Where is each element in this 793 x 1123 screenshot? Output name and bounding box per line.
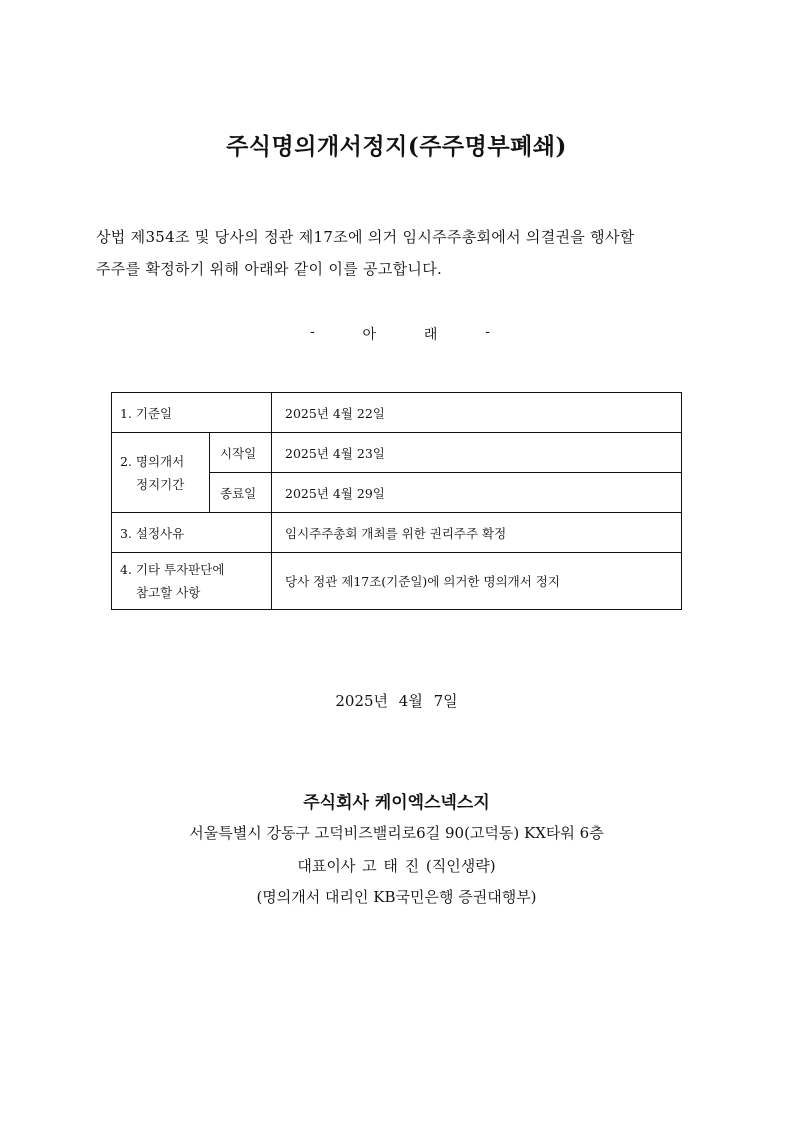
table-row-record-date bbox=[112, 393, 682, 433]
subheading-word-1: 아 bbox=[362, 327, 377, 343]
notice-date: 2025년 4월 7일 bbox=[335, 692, 458, 710]
label-end-date: 종료일 bbox=[210, 473, 272, 513]
subheading-dash-right: - bbox=[485, 324, 490, 340]
label-record-date: 1. 기준일 bbox=[112, 393, 272, 433]
value-other: 당사 정관 제17조(기준일)에 의거한 명의개서 정지 bbox=[272, 553, 682, 610]
table-row-reason bbox=[112, 513, 682, 553]
transfer-agent: (명의개서 대리인 KB국민은행 증권대행부) bbox=[256, 888, 537, 906]
intro-line-1: 상법 제354조 및 당사의 정관 제17조에 의거 임시주주총회에서 의결권을 행사할 bbox=[96, 228, 635, 246]
representative: 대표이사 고 태 진 (직인생략) bbox=[297, 857, 496, 875]
intro-line-2: 주주를 확정하기 위해 아래와 같이 이를 공고합니다. bbox=[96, 260, 443, 278]
subheading-word-2: 래 bbox=[423, 327, 438, 343]
table-row-other bbox=[112, 553, 682, 610]
label-suspension-period-line-2: 정지기간 bbox=[136, 476, 185, 492]
subheading-below bbox=[310, 324, 490, 344]
value-end-date: 2025년 4월 29일 bbox=[272, 473, 682, 513]
label-other bbox=[112, 553, 272, 610]
subheading-dash-left: - bbox=[310, 324, 315, 340]
notice-title: 주식명의개서정지(주주명부폐쇄) bbox=[226, 133, 567, 160]
notice-table bbox=[111, 392, 682, 610]
value-reason: 임시주주총회 개최를 위한 권리주주 확정 bbox=[272, 513, 682, 553]
value-start-date: 2025년 4월 23일 bbox=[272, 433, 682, 473]
label-reason: 3. 설정사유 bbox=[112, 513, 272, 553]
label-start-date: 시작일 bbox=[210, 433, 272, 473]
label-suspension-period-line-1: 2. 명의개서 bbox=[120, 453, 185, 469]
table-row-suspension-start bbox=[112, 433, 682, 473]
label-suspension-period bbox=[112, 433, 210, 513]
company-name: 주식회사 케이엑스넥스지 bbox=[303, 793, 490, 813]
company-address: 서울특별시 강동구 고덕비즈밸리로6길 90(고덕동) KX타워 6층 bbox=[189, 824, 604, 842]
label-other-line-2: 참고할 사항 bbox=[136, 585, 201, 600]
label-other-line-1: 4. 기타 투자판단에 bbox=[120, 562, 225, 577]
value-record-date: 2025년 4월 22일 bbox=[272, 393, 682, 433]
